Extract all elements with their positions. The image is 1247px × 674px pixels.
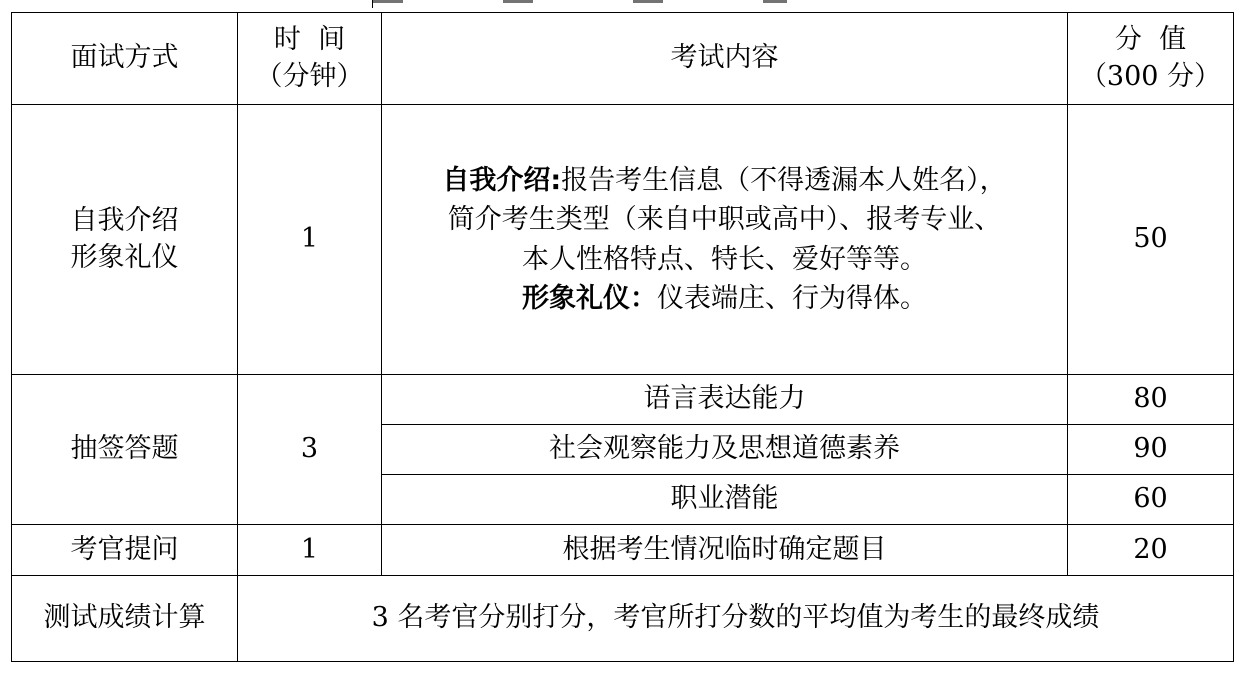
- intro-text-2: 仪表端庄、行为得体。: [657, 282, 927, 314]
- intro-method-line2: 形象礼仪: [70, 241, 179, 273]
- draw-score-2: 90: [1068, 425, 1234, 475]
- previous-row-remnant: [372, 0, 787, 8]
- question-time: 1: [238, 525, 382, 576]
- header-time-line2: （分钟）: [255, 60, 364, 92]
- header-method: 面试方式: [12, 13, 238, 105]
- intro-row: [12, 105, 1234, 375]
- calc-method: 测试成绩计算: [12, 576, 238, 662]
- header-content: 考试内容: [382, 13, 1068, 105]
- calc-content: 3 名考官分别打分，考官所打分数的平均值为考生的最终成绩: [238, 576, 1234, 662]
- intro-line-2: [388, 279, 1061, 318]
- intro-content: [382, 105, 1068, 375]
- intro-text-1a: 报告考生信息（不得透漏本人姓名），: [561, 165, 1007, 197]
- draw-method: 抽签答题: [12, 375, 238, 525]
- draw-row-1: [12, 375, 1234, 425]
- intro-time: 1: [238, 105, 382, 375]
- etiquette-label: 形象礼仪：: [522, 282, 657, 314]
- header-score-line1: 分 值: [1114, 24, 1187, 56]
- intro-text: [388, 161, 1061, 318]
- intro-score: 50: [1068, 105, 1234, 375]
- question-method: 考官提问: [12, 525, 238, 576]
- question-content: 根据考生情况临时确定题目: [382, 525, 1068, 576]
- calc-row: [12, 576, 1234, 662]
- draw-item-2: 社会观察能力及思想道德素养: [382, 425, 1068, 475]
- intro-line-1: [388, 161, 1061, 200]
- intro-text-1b: 简介考生类型（来自中职或高中）、报考专业、: [447, 204, 1002, 236]
- intro-method-line1: 自我介绍: [70, 205, 179, 237]
- header-time-line1: 时 间: [273, 24, 346, 56]
- header-row: [12, 13, 1234, 105]
- draw-score-1: 80: [1068, 375, 1234, 425]
- draw-item-3: 职业潜能: [382, 475, 1068, 525]
- question-score: 20: [1068, 525, 1234, 576]
- intro-label: 自我介绍:: [442, 165, 562, 197]
- header-time: [238, 13, 382, 105]
- question-row: [12, 525, 1234, 576]
- intro-method: [12, 105, 238, 375]
- intro-text-1c: 本人性格特点、特长、爱好等等。: [522, 243, 927, 275]
- draw-score-3: 60: [1068, 475, 1234, 525]
- header-score-line2: （300 分）: [1079, 60, 1222, 92]
- header-score: [1068, 13, 1234, 105]
- draw-item-1: 语言表达能力: [382, 375, 1068, 425]
- interview-table: [11, 12, 1234, 662]
- draw-time: 3: [238, 375, 382, 525]
